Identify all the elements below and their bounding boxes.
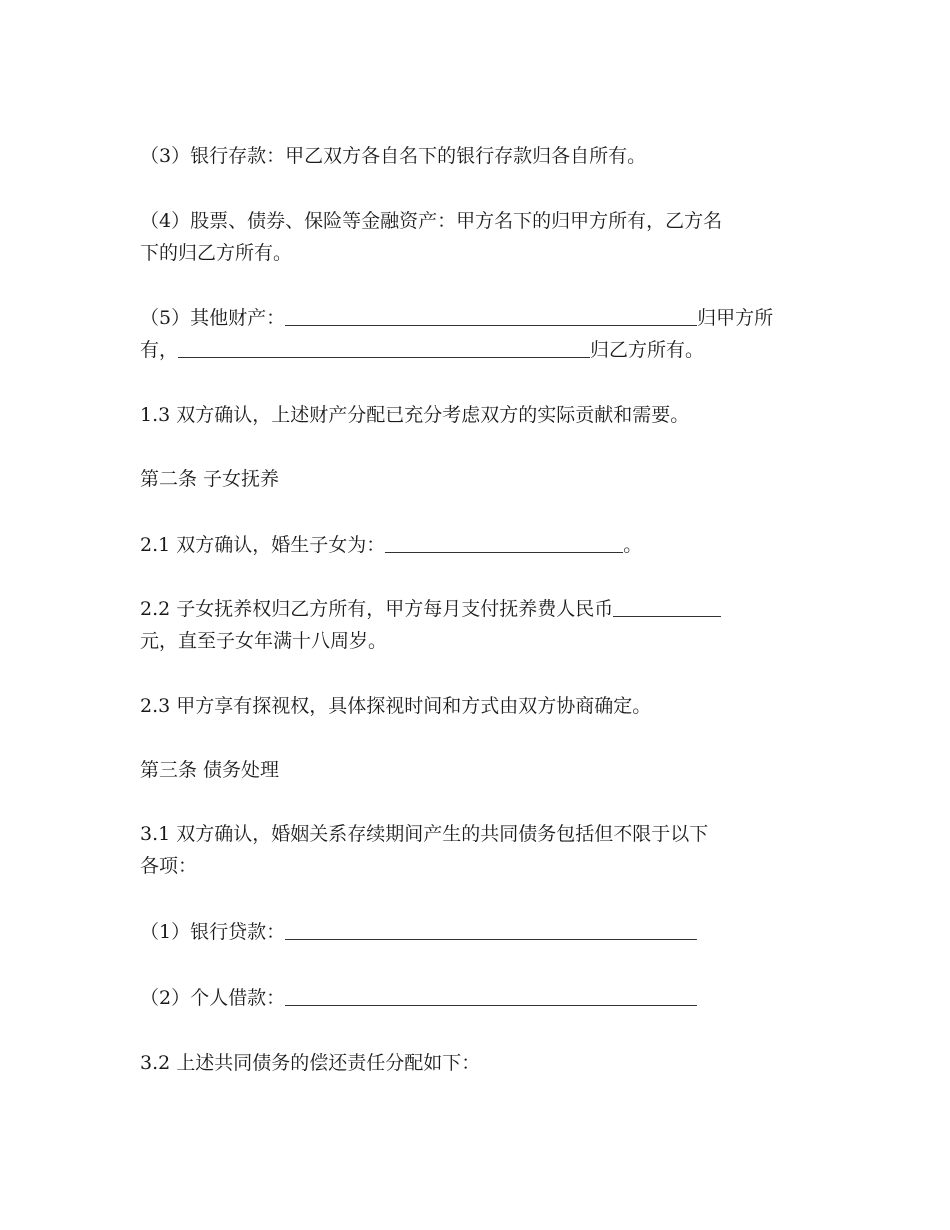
blank-field[interactable]	[285, 303, 697, 326]
blank-field[interactable]	[385, 530, 623, 553]
clause-3-2: 3.2 上述共同债务的偿还责任分配如下：	[140, 1052, 481, 1074]
debt-bank-loan	[140, 916, 697, 948]
clause-other-property-line2-prefix: 有，	[140, 339, 179, 361]
clause-other-property-prefix: （5）其他财产：	[140, 307, 286, 329]
article-3-title: 第三条 债务处理	[140, 759, 280, 781]
clause-2-1	[140, 529, 642, 561]
clause-2-2-text: 2.2 子女抚养权归乙方所有，甲方每月支付抚养费人民币	[140, 598, 614, 620]
clause-3-1-line2: 各项：	[140, 855, 198, 877]
clause-2-1-suffix: 。	[623, 534, 643, 556]
article-2-title: 第二条 子女抚养	[140, 468, 280, 490]
clause-2-3: 2.3 甲方享有探视权，具体探视时间和方式由双方协商确定。	[140, 695, 652, 717]
blank-field[interactable]	[285, 983, 697, 1006]
clause-financial-assets-line2: 下的归乙方所有。	[140, 242, 293, 264]
debt-personal-loan	[140, 982, 697, 1014]
clause-bank-deposit: （3）银行存款：甲乙双方各自名下的银行存款归各自所有。	[140, 145, 647, 167]
blank-field[interactable]	[178, 335, 590, 358]
clause-other-property-suffix: 归乙方所有。	[590, 339, 705, 361]
debt-bank-loan-prefix: （1）银行贷款：	[140, 921, 286, 943]
clause-2-2-line1	[140, 593, 721, 625]
blank-field[interactable]	[613, 594, 721, 617]
clause-financial-assets-line1: （4）股票、债券、保险等金融资产：甲方名下的归甲方所有，乙方名	[140, 210, 723, 232]
clause-2-2-line2: 元，直至子女年满十八周岁。	[140, 630, 388, 652]
clause-2-1-prefix: 2.1 双方确认，婚生子女为：	[140, 534, 386, 556]
clause-other-property-line1	[140, 302, 773, 334]
clause-other-property-mid: 归甲方所	[697, 307, 774, 329]
debt-personal-loan-prefix: （2）个人借款：	[140, 987, 286, 1009]
clause-other-property-line2	[140, 334, 704, 366]
clause-3-1-line1: 3.1 双方确认，婚姻关系存续期间产生的共同债务包括但不限于以下	[140, 823, 709, 845]
clause-1-3: 1.3 双方确认，上述财产分配已充分考虑双方的实际贡献和需要。	[140, 404, 690, 426]
blank-field[interactable]	[285, 917, 697, 940]
